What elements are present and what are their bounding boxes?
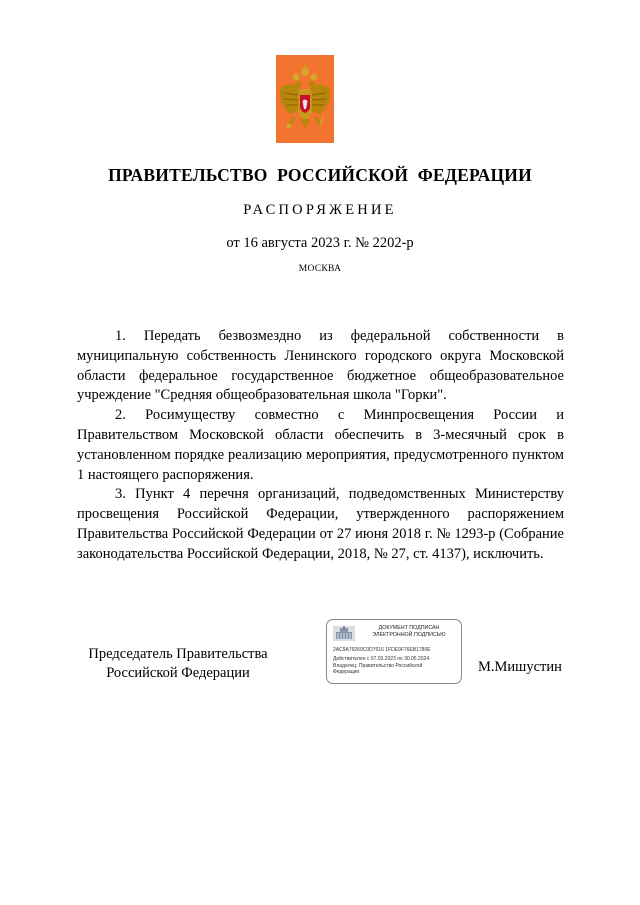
document-date-number: от 16 августа 2023 г. № 2202-р	[226, 235, 414, 251]
stamp-owner-line-1: Владелец: Правительство Российской	[333, 663, 423, 669]
russian-coat-of-arms-icon	[276, 55, 334, 143]
signatory-position-line-1: Председатель Правительства	[88, 646, 268, 662]
signatory-name: М.Мишустин	[478, 659, 562, 675]
stamp-title-line-1: ДОКУМЕНТ ПОДПИСАН	[378, 625, 440, 631]
stamp-owner-line-2: Федерации	[333, 669, 360, 675]
paragraph-3: 3. Пункт 4 перечня организаций, подведомственных Министерству просвещения Российской Федерации, утвержденного распоряжением Правительства Российской Федерации от 27 июня 2018 г. № 1293-р (Собрание законодательства Российской Федерации, 2018, № 27, ст. 4137), исключить.	[77, 486, 564, 562]
document-city: МОСКВА	[298, 264, 342, 274]
paragraph-1: 1. Передать безвозмездно из федеральной собственности в муниципальную собственность Ленинского городского округа Московской области федеральное государственное бюджетное общеобразовательное учреждение "Средняя общеобразовательная школа "Горки".	[77, 328, 564, 404]
stamp-title	[359, 625, 459, 639]
government-title: ПРАВИТЕЛЬСТВО РОССИЙСКОЙ ФЕДЕРАЦИИ	[108, 165, 532, 185]
signatory-position	[78, 645, 278, 683]
government-building-icon	[333, 626, 355, 641]
paragraph-2: 2. Росимуществу совместно с Минпросвещения России и Правительством Московской области обеспечить в 3-месячный срок в установленном порядке реализацию мероприятия, предусмотренного пунктом 1 настоящего распоряжения.	[77, 407, 564, 483]
stamp-validity: Действителен с 07.03.2023 по 30.05.2024	[333, 656, 430, 662]
electronic-signature-stamp	[326, 619, 462, 684]
document-type: РАСПОРЯЖЕНИЕ	[243, 202, 397, 218]
signatory-position-line-2: Российской Федерации	[106, 665, 250, 681]
document-body	[77, 327, 564, 565]
stamp-serial: 2AC9A79260C0D7616 1FDE9F76EB1780E	[333, 647, 431, 653]
stamp-title-line-2: ЭЛЕКТРОННОЙ ПОДПИСЬЮ	[372, 632, 446, 638]
